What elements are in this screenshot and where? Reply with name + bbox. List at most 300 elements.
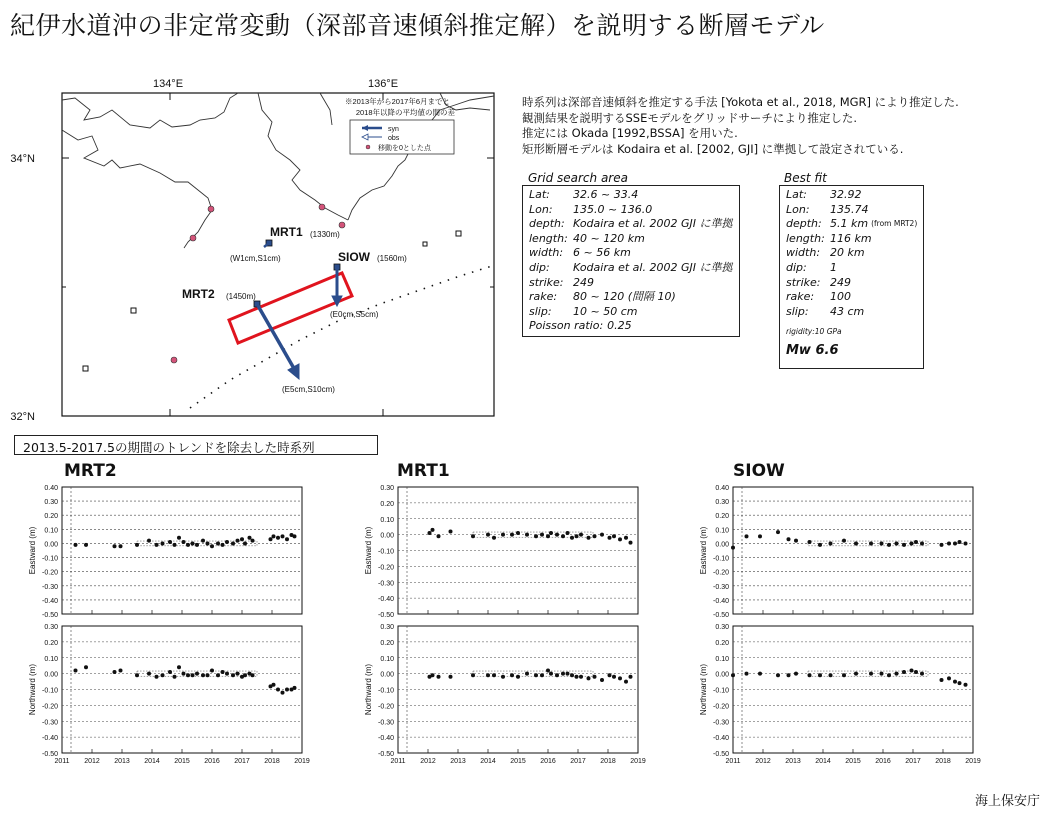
best-row (786, 217, 923, 232)
data-point (173, 675, 177, 679)
y-tick-label: -0.30 (378, 719, 394, 727)
data-point (787, 673, 791, 677)
grid-key: Poisson ratio: (529, 319, 604, 333)
best-row (786, 188, 923, 203)
description-line: 推定には Okada [1992,BSSA] を用いた. (522, 126, 738, 140)
y-tick-label: -0.20 (42, 569, 58, 577)
data-point (593, 534, 597, 538)
x-tick-label: 2017 (570, 758, 586, 765)
chart-mrt1-eastward (364, 485, 638, 619)
data-point (486, 533, 490, 537)
data-point (854, 541, 858, 545)
data-point (880, 672, 884, 676)
data-point (251, 539, 255, 543)
data-point (281, 534, 285, 538)
data-point (525, 672, 529, 676)
y-tick-label: -0.50 (378, 751, 394, 758)
best-value: 135.74 (830, 202, 869, 216)
best-key: dip: (786, 260, 807, 274)
data-point (600, 678, 604, 682)
data-point (731, 673, 735, 677)
y-tick-label: 0.20 (715, 639, 729, 647)
best-value: 249 (830, 275, 851, 289)
y-tick-label: 0.10 (715, 655, 729, 663)
mrt2-disp: (E5cm,S10cm) (282, 385, 335, 394)
grid-value: 6 ~ 56 km (573, 246, 631, 260)
best-row (786, 203, 923, 218)
grid-key: strike: (529, 275, 564, 289)
lat-tick-32: 32°N (10, 411, 35, 423)
y-axis-label: Northward (m) (364, 663, 373, 716)
data-point (624, 536, 628, 540)
data-point (842, 673, 846, 677)
data-point (74, 543, 78, 547)
legend-obs: obs (388, 135, 400, 142)
y-tick-label: -0.40 (42, 597, 58, 605)
best-key: depth: (786, 217, 822, 231)
lon-tick-134: 134°E (152, 78, 184, 90)
description (522, 95, 959, 157)
data-point (74, 668, 78, 672)
y-tick-label: 0.40 (44, 485, 58, 492)
x-tick-label: 2018 (600, 758, 616, 765)
data-point (587, 676, 591, 680)
data-point (449, 529, 453, 533)
grid-row (529, 319, 739, 334)
x-tick-label: 2015 (174, 758, 190, 765)
y-tick-label: 0.30 (380, 624, 394, 631)
data-point (854, 672, 858, 676)
grid-row (529, 305, 739, 320)
epicenter-map (0, 70, 520, 430)
data-point (168, 670, 172, 674)
x-tick-label: 2014 (815, 758, 831, 765)
y-tick-label: 0.00 (44, 541, 58, 549)
x-tick-label: 2012 (84, 758, 100, 765)
data-point (829, 541, 833, 545)
data-point (272, 534, 276, 538)
y-axis-label: Eastward (m) (364, 526, 373, 575)
data-point (549, 672, 553, 676)
y-tick-label: 0.00 (715, 541, 729, 549)
y-tick-label: -0.20 (378, 564, 394, 572)
data-point (471, 673, 475, 677)
legend-syn: syn (388, 126, 399, 133)
data-point (510, 673, 514, 677)
data-point (869, 541, 873, 545)
data-point (880, 541, 884, 545)
best-value: 100 (830, 290, 851, 304)
data-point (221, 543, 225, 547)
chart-mrt1-northward (364, 624, 646, 765)
data-point (587, 536, 591, 540)
data-point (902, 543, 906, 547)
data-point (84, 665, 88, 669)
x-tick-label: 2013 (785, 758, 801, 765)
data-point (964, 541, 968, 545)
x-tick-label: 2011 (54, 758, 70, 765)
data-point (902, 670, 906, 674)
data-point (210, 668, 214, 672)
data-point (794, 672, 798, 676)
y-tick-label: 0.40 (715, 485, 729, 492)
data-point (243, 541, 247, 545)
description-line: 観測結果を説明するSSEモデルをグリッドサーチにより推定した. (522, 110, 857, 125)
data-point (745, 534, 749, 538)
x-tick-label: 2016 (875, 758, 891, 765)
y-tick-label: -0.30 (713, 719, 729, 727)
mrt1-depth: (1330m) (310, 230, 340, 239)
data-point (776, 530, 780, 534)
best-value: 20 km (830, 246, 865, 260)
y-tick-label: -0.50 (713, 612, 729, 619)
grid-key: slip: (529, 304, 552, 318)
y-axis-label: Eastward (m) (699, 526, 708, 575)
data-point (920, 541, 924, 545)
data-point (231, 541, 235, 545)
data-point (276, 688, 280, 692)
data-point (243, 673, 247, 677)
x-tick-label: 2018 (264, 758, 280, 765)
data-point (236, 672, 240, 676)
y-tick-label: -0.10 (378, 687, 394, 695)
station-title-mrt2: MRT2 (64, 461, 117, 481)
grid-value: 10 ~ 50 cm (573, 304, 638, 318)
y-tick-label: 0.20 (44, 639, 58, 647)
x-tick-label: 2011 (390, 758, 406, 765)
data-point (914, 540, 918, 544)
data-point (492, 536, 496, 540)
data-point (794, 539, 798, 543)
y-tick-label: -0.20 (378, 703, 394, 711)
data-point (492, 673, 496, 677)
y-tick-label: -0.50 (713, 751, 729, 758)
data-point (516, 675, 520, 679)
data-point (818, 543, 822, 547)
x-tick-label: 2018 (935, 758, 951, 765)
data-point (600, 533, 604, 537)
y-tick-label: -0.10 (713, 555, 729, 563)
data-point (534, 673, 538, 677)
mrt2-depth: (1450m) (226, 292, 256, 301)
data-point (285, 537, 289, 541)
data-point (555, 673, 559, 677)
credit: 海上保安庁 (975, 794, 1041, 809)
data-point (618, 676, 622, 680)
y-tick-label: -0.10 (42, 555, 58, 563)
best-value: 1 (830, 260, 837, 274)
data-point (575, 675, 579, 679)
best-fit-title: Best fit (784, 171, 827, 185)
grid-key: dip: (529, 260, 550, 274)
y-tick-label: 0.30 (715, 499, 729, 507)
data-point (818, 673, 822, 677)
grid-value: 40 ~ 120 km (573, 231, 645, 245)
data-point (540, 673, 544, 677)
grid-value: 135.0 ~ 136.0 (573, 202, 653, 216)
station-title-siow: SIOW (733, 461, 785, 481)
data-point (758, 534, 762, 538)
y-tick-label: -0.40 (378, 735, 394, 743)
data-point (618, 537, 622, 541)
data-point (201, 539, 205, 543)
grid-row (529, 290, 739, 305)
data-point (437, 534, 441, 538)
grid-key: Lon: (529, 202, 553, 216)
y-axis-label: Eastward (m) (28, 526, 37, 575)
data-point (155, 543, 159, 547)
lat-tick-34: 34°N (10, 153, 35, 165)
page-title: 紀伊水道沖の非定常変動（深部音速傾斜推定解）を説明する断層モデル (10, 11, 825, 40)
data-point (947, 676, 951, 680)
y-tick-label: 0.30 (380, 485, 394, 492)
data-point (910, 668, 914, 672)
y-tick-label: -0.30 (378, 580, 394, 588)
data-point (285, 688, 289, 692)
x-tick-label: 2015 (845, 758, 861, 765)
data-point (135, 673, 139, 677)
y-tick-label: -0.50 (378, 612, 394, 619)
grid-value: 0.25 (607, 319, 632, 333)
data-point (182, 540, 186, 544)
moment-magnitude (786, 344, 923, 359)
data-point (119, 668, 123, 672)
data-point (570, 536, 574, 540)
mrt1-label: MRT1 (270, 225, 303, 239)
data-point (745, 672, 749, 676)
data-point (758, 672, 762, 676)
grid-key: depth: (529, 217, 565, 231)
grid-key: Lat: (529, 188, 550, 201)
data-point (276, 536, 280, 540)
y-tick-label: -0.20 (713, 569, 729, 577)
rigidity: rigidity:10 GPa (786, 327, 842, 337)
chart-mrt2-northward (28, 624, 310, 765)
data-point (119, 544, 123, 548)
y-axis-label: Northward (m) (28, 663, 37, 716)
x-tick-label: 2017 (905, 758, 921, 765)
data-point (549, 531, 553, 535)
data-point (575, 534, 579, 538)
data-point (135, 543, 139, 547)
best-value: 32.92 (830, 188, 862, 201)
data-point (168, 540, 172, 544)
data-point (177, 536, 181, 540)
depth-note: (from MRT2) (871, 219, 918, 229)
data-point (887, 543, 891, 547)
x-tick-label: 2013 (450, 758, 466, 765)
data-point (964, 683, 968, 687)
data-point (624, 680, 628, 684)
y-tick-label: -0.40 (42, 735, 58, 743)
y-tick-label: -0.40 (378, 596, 394, 604)
y-tick-label: -0.20 (713, 703, 729, 711)
data-point (829, 673, 833, 677)
data-point (225, 672, 229, 676)
data-point (546, 668, 550, 672)
data-point (240, 537, 244, 541)
x-tick-label: 2019 (294, 758, 310, 765)
data-point (516, 531, 520, 535)
grid-key: length: (529, 231, 568, 245)
best-row (786, 290, 923, 305)
data-point (431, 673, 435, 677)
data-point (449, 675, 453, 679)
grid-value: Kodaira et al. 2002 GJI に準拠 (573, 217, 733, 231)
y-tick-label: 0.10 (380, 516, 394, 524)
grid-search-box (522, 185, 740, 337)
best-key: Lat: (786, 188, 807, 201)
grid-value: 80 ~ 120 (間隔 10) (573, 290, 676, 304)
y-tick-label: 0.00 (715, 671, 729, 679)
y-tick-label: -0.30 (713, 583, 729, 591)
data-point (629, 541, 633, 545)
y-tick-label: 0.10 (715, 527, 729, 535)
best-row (786, 261, 923, 276)
x-tick-label: 2019 (630, 758, 646, 765)
data-point (579, 533, 583, 537)
grid-row (529, 217, 739, 232)
data-point (947, 541, 951, 545)
y-tick-label: 0.20 (380, 500, 394, 508)
data-point (281, 691, 285, 695)
best-key: rake: (786, 290, 815, 304)
legend-ref: 移動を0とした点 (378, 145, 431, 152)
x-tick-label: 2011 (725, 758, 741, 765)
data-point (437, 675, 441, 679)
data-point (842, 539, 846, 543)
grid-row (529, 188, 739, 203)
data-point (248, 536, 252, 540)
mw-label: Mw (786, 342, 811, 358)
data-point (206, 673, 210, 677)
best-fit-box (779, 185, 924, 369)
y-tick-label: 0.00 (380, 532, 394, 540)
data-point (155, 675, 159, 679)
best-row (786, 246, 923, 261)
data-point (216, 673, 220, 677)
x-tick-label: 2014 (480, 758, 496, 765)
data-point (195, 543, 199, 547)
x-tick-label: 2013 (114, 758, 130, 765)
grid-value: 249 (573, 275, 594, 289)
data-point (182, 672, 186, 676)
data-point (546, 534, 550, 538)
best-key: slip: (786, 304, 809, 318)
best-row (786, 305, 923, 320)
data-point (566, 531, 570, 535)
data-point (570, 673, 574, 677)
x-tick-label: 2012 (420, 758, 436, 765)
y-tick-label: 0.10 (380, 655, 394, 663)
best-key: length: (786, 231, 825, 245)
data-point (251, 673, 255, 677)
x-tick-label: 2017 (234, 758, 250, 765)
data-point (501, 675, 505, 679)
data-point (953, 680, 957, 684)
data-point (914, 670, 918, 674)
map-note-1: ※2013年から2017年6月までと (344, 97, 450, 106)
best-value: 116 km (830, 231, 872, 245)
mrt1-disp: (W1cm,S1cm) (230, 254, 281, 263)
y-axis-label: Northward (m) (699, 663, 708, 716)
data-point (231, 673, 235, 677)
x-tick-label: 2015 (510, 758, 526, 765)
siow-disp: (E0cm,S5cm) (330, 310, 379, 319)
lon-tick-136: 136°E (367, 78, 399, 90)
data-point (147, 672, 151, 676)
data-point (561, 534, 565, 538)
data-point (221, 670, 225, 674)
y-tick-label: 0.30 (44, 624, 58, 631)
data-point (555, 533, 559, 537)
x-tick-label: 2016 (540, 758, 556, 765)
x-tick-label: 2019 (965, 758, 981, 765)
y-tick-label: -0.10 (42, 687, 58, 695)
data-point (471, 534, 475, 538)
data-point (269, 537, 273, 541)
data-point (510, 533, 514, 537)
best-key: Lon: (786, 202, 810, 216)
data-point (293, 534, 297, 538)
grid-row (529, 261, 739, 276)
section-label: 2013.5-2017.5の期間のトレンドを除去した時系列 (14, 435, 378, 455)
data-point (525, 533, 529, 537)
description-line: 矩形断層モデルは Kodaira et al. [2002, GJI] に準拠して設定されている. (522, 141, 904, 156)
y-tick-label: 0.00 (380, 671, 394, 679)
y-tick-label: -0.10 (378, 548, 394, 556)
data-point (191, 541, 195, 545)
data-point (608, 673, 612, 677)
data-point (161, 541, 165, 545)
mw-value: 6.6 (815, 342, 839, 358)
y-tick-label: 0.30 (715, 624, 729, 631)
data-point (910, 541, 914, 545)
best-key: strike: (786, 275, 821, 289)
chart-siow-eastward (699, 485, 973, 619)
data-point (186, 673, 190, 677)
chart-mrt2-eastward (28, 485, 302, 619)
mrt2-label: MRT2 (182, 287, 215, 301)
data-point (958, 540, 962, 544)
data-point (216, 541, 220, 545)
y-tick-label: -0.10 (713, 687, 729, 695)
y-tick-label: 0.20 (715, 513, 729, 521)
y-tick-label: 0.00 (44, 671, 58, 679)
y-tick-label: -0.50 (42, 612, 58, 619)
data-point (161, 673, 165, 677)
data-point (195, 672, 199, 676)
y-tick-label: -0.40 (713, 597, 729, 605)
data-point (869, 672, 873, 676)
best-key: width: (786, 246, 821, 260)
data-point (272, 683, 276, 687)
data-point (808, 673, 812, 677)
data-point (177, 665, 181, 669)
chart-siow-northward (699, 624, 981, 765)
data-point (953, 541, 957, 545)
x-tick-label: 2012 (755, 758, 771, 765)
data-point (776, 673, 780, 677)
data-point (787, 537, 791, 541)
data-point (940, 543, 944, 547)
map-note-2: 2018年以降の平均値の間の差 (355, 108, 455, 117)
data-point (501, 533, 505, 537)
data-point (428, 531, 432, 535)
data-point (534, 534, 538, 538)
data-point (958, 681, 962, 685)
best-value: 5.1 km (830, 217, 869, 231)
